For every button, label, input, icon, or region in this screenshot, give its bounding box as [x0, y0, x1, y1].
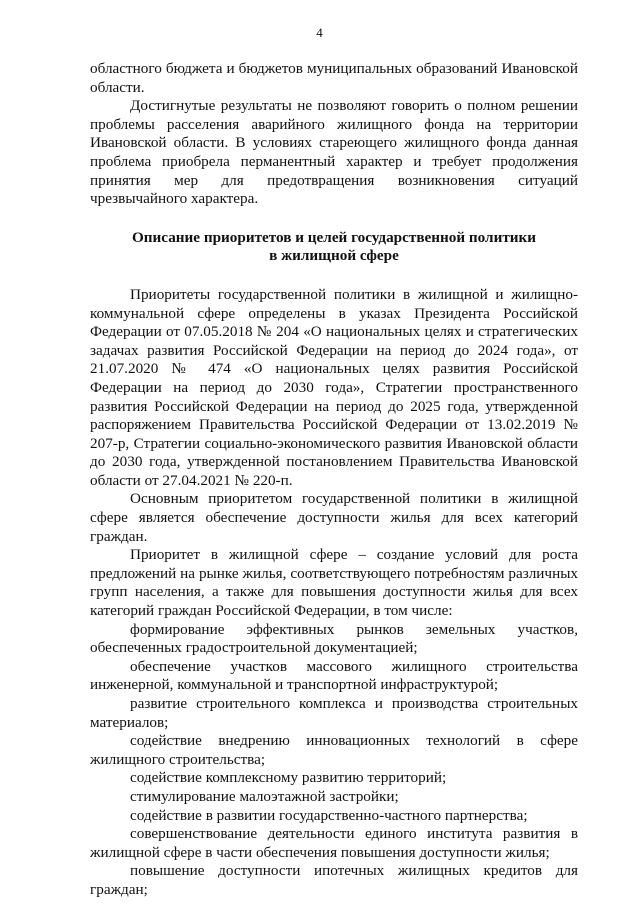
- list-item: стимулирование малоэтажной застройки;: [130, 787, 399, 805]
- list-item: повышение доступности ипотечных жилищных кредитов для граждан;: [90, 862, 578, 898]
- paragraph: Приоритет в жилищной сфере – создание условий для роста предложений на рынке жилья, соответствующего потребностям различных групп населения, а также для повышения доступности жилья для всех категорий граждан Российской Федерации, в том числе:: [90, 546, 578, 620]
- list-item: обеспечение участков массового жилищного строительства инженерной, коммунальной и транспортной инфраструктурой;: [90, 657, 578, 694]
- section-heading-line: в жилищной сфере: [269, 247, 399, 265]
- list-item: формирование эффективных рынков земельных участков, обеспеченных градостроительной документацией;: [90, 620, 578, 657]
- paragraph: Основным приоритетом государственной политики в жилищной сфере является обеспечение доступности жилья для всех категорий граждан.: [90, 490, 578, 545]
- list-item: развитие строительного комплекса и производства строительных материалов;: [90, 695, 578, 731]
- list-item: совершенствование деятельности единого института развития в жилищной сфере в части обеспечения повышения доступности жилья;: [90, 825, 578, 861]
- paragraph: Достигнутые результаты не позволяют говорить о полном решении проблемы расселения аварийного жилищного фонда на территории Ивановской области. В условиях стареющего жилищного фонда данная проблема приобрела перманентный характер и требует продолжения принятия мер для предотвращения возникновения ситуаций чрезвычайного характера.: [90, 97, 578, 208]
- section-heading-line: Описание приоритетов и целей государственной политики: [131, 228, 537, 246]
- list-item: содействие внедрению инновационных технологий в сфере жилищного строительства;: [90, 732, 578, 768]
- list-item: содействие комплексному развитию территорий;: [130, 769, 447, 787]
- paragraph: Приоритеты государственной политики в жилищной и жилищно-коммунальной сфере определены в указах Президента Российской Федерации от 07.05.2018 № 204 «О национальных целях и стратегических задачах развития Российской Федерации на период до 2024 года», от 21.07.2020 № 474 «О национальных целях развития Российской Федерации на период до 2030 года», Стратегии пространственного развития Российской Федерации на период до 2025 года, утвержденной распоряжением Правительства Российской Федерации от 13.02.2019 № 207-р, Стратегии социально-экономического развития Ивановской области до 2030 года, утвержденной постановлением Правительства Ивановской области от 27.04.2021 № 220-п.: [90, 285, 578, 489]
- document-body: [90, 60, 578, 900]
- list-item: содействие в развитии государственно-частного партнерства;: [130, 806, 528, 824]
- paragraph: областного бюджета и бюджетов муниципальных образований Ивановской области.: [90, 60, 578, 96]
- section-heading: [90, 229, 578, 266]
- page-number: 4: [316, 25, 323, 40]
